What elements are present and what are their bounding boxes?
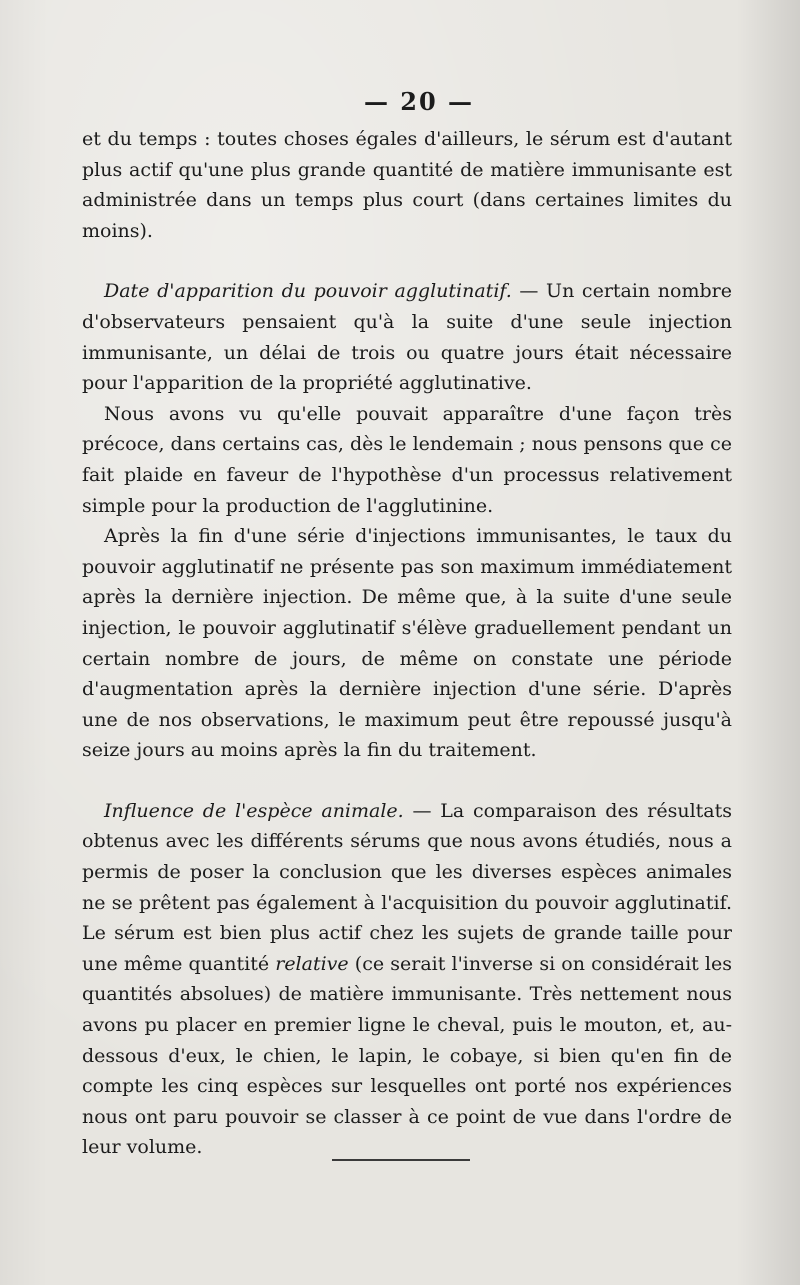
section-heading: Influence de l'espèce animale. — [104, 799, 404, 822]
paragraph-espece-animale — [82, 796, 732, 1163]
section-heading: Date d'apparition du pouvoir agglutinatif. — [104, 280, 512, 303]
paragraph-text: — Un certain nombre d'observateurs pensaient qu'à la suite d'une seule injection immunisante, un délai de trois ou quatre jours était nécessaire pour l'apparition de la propriété agglutinative. — [82, 280, 732, 395]
paragraph-text: — La comparaison des résultats obtenus avec les différents sérums que nous avons étudiés, nous a permis de poser la conclusion que les diverses espèces animales ne se prêtent pas également à l'acquisition du pouvoir agglutinatif. Le sérum est bien plus actif chez les sujets de grande taille pour une même quantité — [82, 799, 732, 975]
end-rule — [332, 1159, 470, 1161]
paragraph-text: (ce serait l'inverse si on considérait les quantités absolues) de matière immunisante. Très nettement nous avons pu placer en premier ligne le cheval, puis le mouton, et, au-dessous d'eux, le chien, le lapin, le cobaye, si bien qu'en fin de compte les cinq espèces sur lesquelles ont porté nos expériences nous ont paru pouvoir se classer à ce point de vue dans l'ordre de leur volume. — [82, 952, 732, 1159]
paragraph-text: Nous avons vu qu'elle pouvait apparaître d'une façon très précoce, dans certains cas, dès le lendemain ; nous pensons que ce fait plaide en faveur de l'hypothèse d'un processus relativement simple pour la production de l'agglutinine. — [82, 402, 732, 517]
paragraph-text: Après la fin d'une série d'injections immunisantes, le taux du pouvoir agglutinatif ne présente pas son maximum immédiatement après la dernière injection. De même que, à la suite d'une seule injection, le pouvoir agglutinatif s'élève graduellement pendant un certain nombre de jours, de même on constate une période d'augmentation après la dernière injection d'une série. D'après une de nos observations, le maximum peut être repoussé jusqu'à seize jours au moins après la fin du traitement. — [82, 525, 732, 762]
page-number: — 20 — — [363, 87, 475, 116]
emphasis-text: relative — [275, 952, 349, 975]
paragraph-precoce — [82, 399, 732, 521]
document-page — [82, 84, 732, 1163]
paragraph-maximum — [82, 521, 732, 766]
paragraph-date-apparition — [82, 276, 732, 398]
paragraph-continuation — [82, 124, 732, 246]
paragraph-text: et du temps : toutes choses égales d'ailleurs, le sérum est d'autant plus actif qu'une plus grande quantité de matière immunisante est administrée dans un temps plus court (dans certaines limites du moins). — [82, 128, 732, 242]
